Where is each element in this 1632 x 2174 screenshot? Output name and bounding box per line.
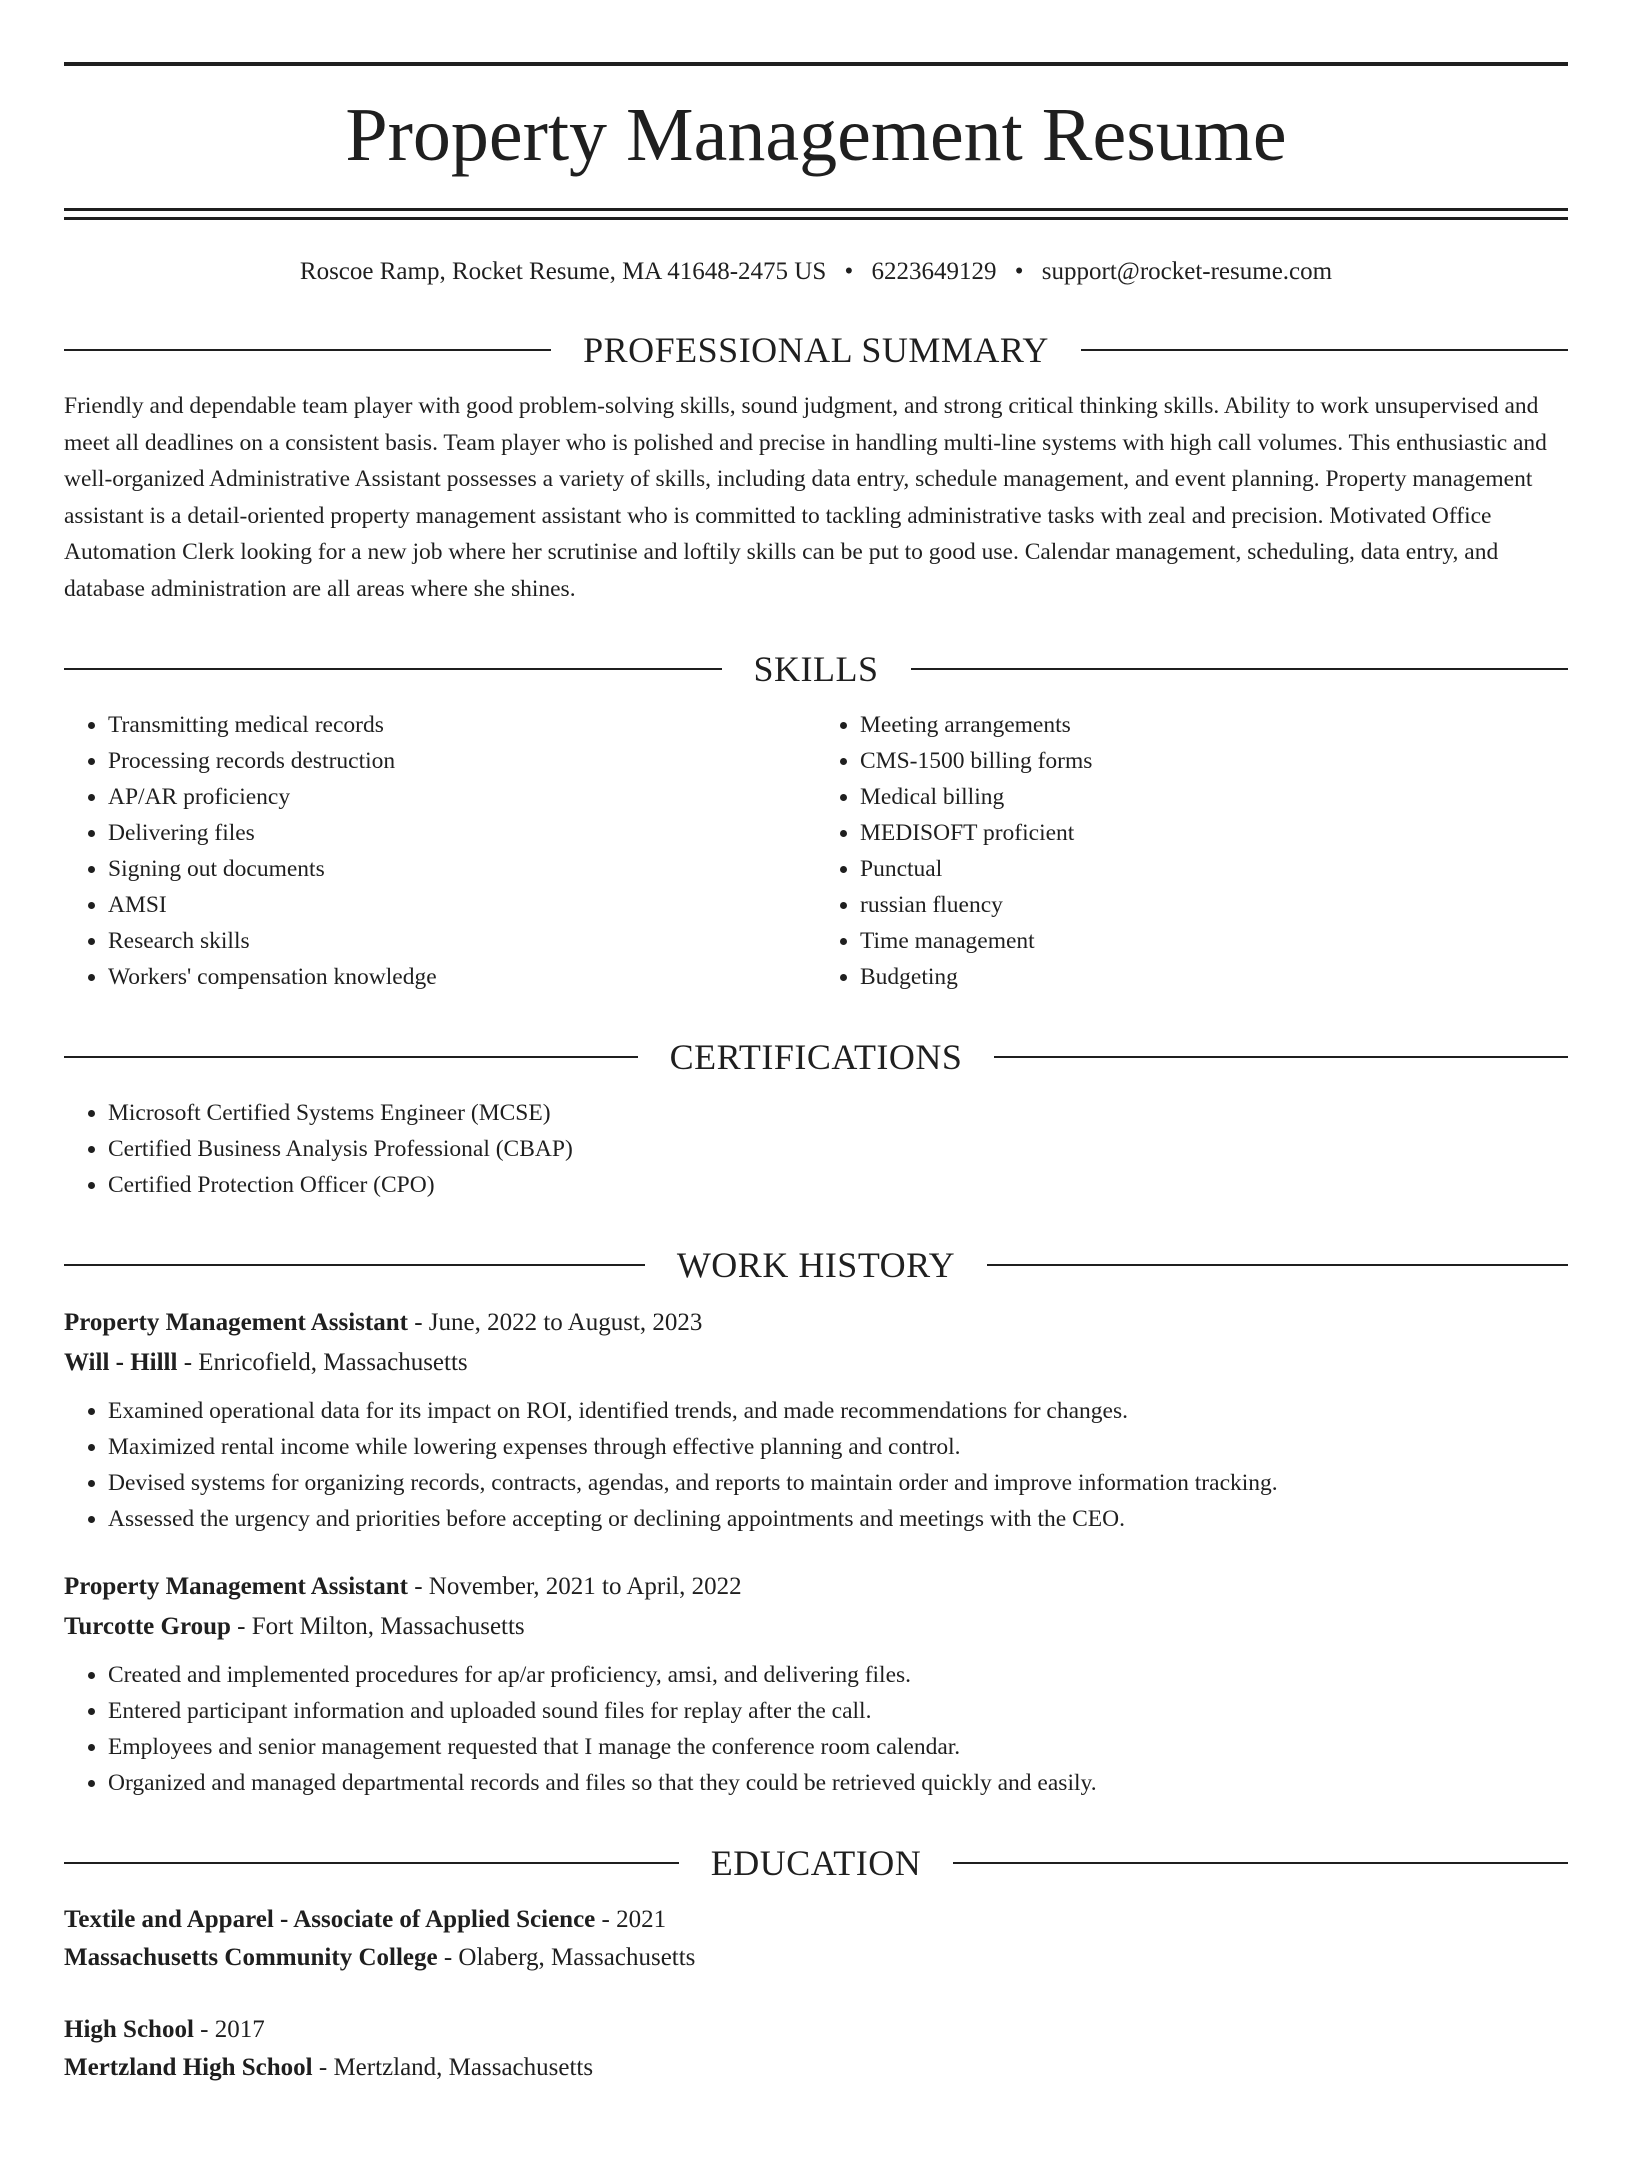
section-rule — [64, 1862, 679, 1864]
dash: - — [177, 1349, 199, 1376]
work-entry — [64, 1567, 1568, 1801]
section-rule — [911, 668, 1569, 670]
contact-separator: • — [1014, 258, 1024, 285]
dash: - — [407, 1573, 429, 1600]
job-bullet: • Examined operational data for its impact on ROI, identified trends, and made recommendations for changes. — [108, 1393, 1568, 1429]
section-rule — [953, 1862, 1568, 1864]
section-rule — [987, 1264, 1568, 1266]
job-dates: June, 2022 to August, 2023 — [428, 1309, 703, 1336]
dash: - — [230, 1613, 252, 1640]
job-bullet: • Created and implemented procedures for ap/ar proficiency, amsi, and delivering files. — [108, 1657, 1568, 1693]
skill-item: • Workers' compensation knowledge — [108, 959, 816, 995]
title-rule-lower — [64, 217, 1568, 220]
job-bullet: • Maximized rental income while lowering expenses through effective planning and control. — [108, 1429, 1568, 1465]
contact-phone: 6223649129 — [871, 258, 997, 285]
section-title: PROFESSIONAL SUMMARY — [583, 330, 1049, 370]
contact-line — [64, 256, 1568, 288]
section-title: WORK HISTORY — [676, 1245, 956, 1285]
school-line — [64, 2049, 1568, 2087]
job-bullet: • Assessed the urgency and priorities before accepting or declining appointments and meetings with the CEO. — [108, 1501, 1568, 1537]
skill-item: • Delivering files — [108, 815, 816, 851]
title-rule-upper — [64, 208, 1568, 211]
school-location: Olaberg, Massachusetts — [458, 1944, 696, 1971]
section-rule — [1081, 349, 1568, 351]
skill-item: • Transmitting medical records — [108, 707, 816, 743]
skill-item: • AP/AR proficiency — [108, 779, 816, 815]
section-rule — [64, 1056, 638, 1058]
degree-year: 2021 — [616, 1906, 667, 1933]
job-bullets — [64, 1657, 1568, 1801]
skill-item: • russian fluency — [860, 887, 1568, 923]
contact-email[interactable]: support@rocket-resume.com — [1041, 258, 1333, 285]
resume-title: Property Management Resume — [345, 93, 1287, 177]
job-location: Fort Milton, Massachusetts — [251, 1613, 525, 1640]
school: Mertzland High School — [64, 2054, 313, 2081]
skill-item: • Research skills — [108, 923, 816, 959]
job-location: Enricofield, Massachusetts — [198, 1349, 468, 1376]
skill-item: • CMS-1500 billing forms — [860, 743, 1568, 779]
degree-year: 2017 — [214, 2016, 265, 2043]
section-header-education — [64, 1841, 1568, 1885]
degree: High School — [64, 2016, 194, 2043]
skill-item: • AMSI — [108, 887, 816, 923]
section-title: EDUCATION — [710, 1843, 922, 1883]
section-rule — [64, 349, 551, 351]
skill-item: • Meeting arrangements — [860, 707, 1568, 743]
degree-line — [64, 2011, 1568, 2049]
job-bullet: • Organized and managed departmental records and files so that they could be retrieved quickly and easily. — [108, 1765, 1568, 1801]
job-bullet: • Devised systems for organizing records, contracts, agendas, and reports to maintain order and improve information tracking. — [108, 1465, 1568, 1501]
dash: - — [312, 2054, 334, 2081]
section-header-skills — [64, 647, 1568, 691]
education-entry — [64, 2011, 1568, 2087]
job-bullet: • Employees and senior management requested that I manage the conference room calendar. — [108, 1729, 1568, 1765]
dash: - — [437, 1944, 459, 1971]
job-company: Will - Hilll — [64, 1349, 178, 1376]
skills-list-right — [816, 707, 1568, 995]
dash: - — [193, 2016, 215, 2043]
skill-item: • MEDISOFT proficient — [860, 815, 1568, 851]
section-title: CERTIFICATIONS — [669, 1037, 963, 1077]
contact-address: Roscoe Ramp, Rocket Resume, MA 41648-2475 US — [299, 258, 827, 285]
section-header-work — [64, 1243, 1568, 1287]
degree-line — [64, 1901, 1568, 1939]
school-location: Mertzland, Massachusetts — [333, 2054, 594, 2081]
section-rule — [64, 1264, 645, 1266]
education-entry — [64, 1901, 1568, 1977]
dash: - — [595, 1906, 617, 1933]
certifications-list — [64, 1095, 1568, 1203]
section-header-certifications — [64, 1035, 1568, 1079]
job-bullets — [64, 1393, 1568, 1537]
skill-item: • Punctual — [860, 851, 1568, 887]
job-title-line — [64, 1303, 1568, 1343]
certification-item: • Certified Protection Officer (CPO) — [108, 1167, 1568, 1203]
summary-text: Friendly and dependable team player with good problem-solving skills, sound judgment, and strong critical thinking skills. Ability to work unsupervised and meet all deadlines on a consistent basis. Team player who is polished and precise in handling multi-line systems with high call volumes. This enthusiastic and well-organized Administrative Assistant possesses a variety of skills, including data entry, schedule management, and event planning. Property management assistant is a detail-oriented property management assistant who is committed to tackling administrative tasks with zeal and precision. Motivated Office Automation Clerk looking for a new job where her scrutinise and loftily skills can be put to good use. Calendar management, scheduling, data entry, and database administration are all areas where she shines. — [64, 393, 1547, 602]
job-title: Property Management Assistant — [64, 1573, 408, 1600]
resume-page — [0, 62, 1632, 2174]
skill-item: • Signing out documents — [108, 851, 816, 887]
job-dates: November, 2021 to April, 2022 — [428, 1573, 742, 1600]
skills-list-left — [64, 707, 816, 995]
job-title-line — [64, 1567, 1568, 1607]
skill-item: • Time management — [860, 923, 1568, 959]
work-entry — [64, 1303, 1568, 1537]
degree: Textile and Apparel - Associate of Applied Science — [64, 1906, 596, 1933]
section-header-summary — [64, 328, 1568, 372]
section-rule — [64, 668, 722, 670]
section-rule — [994, 1056, 1568, 1058]
skill-item: • Budgeting — [860, 959, 1568, 995]
school: Massachusetts Community College — [64, 1944, 438, 1971]
skill-item: • Medical billing — [860, 779, 1568, 815]
top-rule — [64, 62, 1568, 66]
contact-separator: • — [844, 258, 854, 285]
school-line — [64, 1939, 1568, 1977]
skills-grid — [64, 707, 1568, 995]
job-company-line — [64, 1343, 1568, 1383]
job-company-line — [64, 1607, 1568, 1647]
dash: - — [407, 1309, 429, 1336]
section-title: SKILLS — [753, 649, 879, 689]
certification-item: • Microsoft Certified Systems Engineer (MCSE) — [108, 1095, 1568, 1131]
skill-item: • Processing records destruction — [108, 743, 816, 779]
certification-item: • Certified Business Analysis Professional (CBAP) — [108, 1131, 1568, 1167]
job-company: Turcotte Group — [64, 1613, 231, 1640]
job-title: Property Management Assistant — [64, 1309, 408, 1336]
job-bullet: • Entered participant information and uploaded sound files for replay after the call. — [108, 1693, 1568, 1729]
